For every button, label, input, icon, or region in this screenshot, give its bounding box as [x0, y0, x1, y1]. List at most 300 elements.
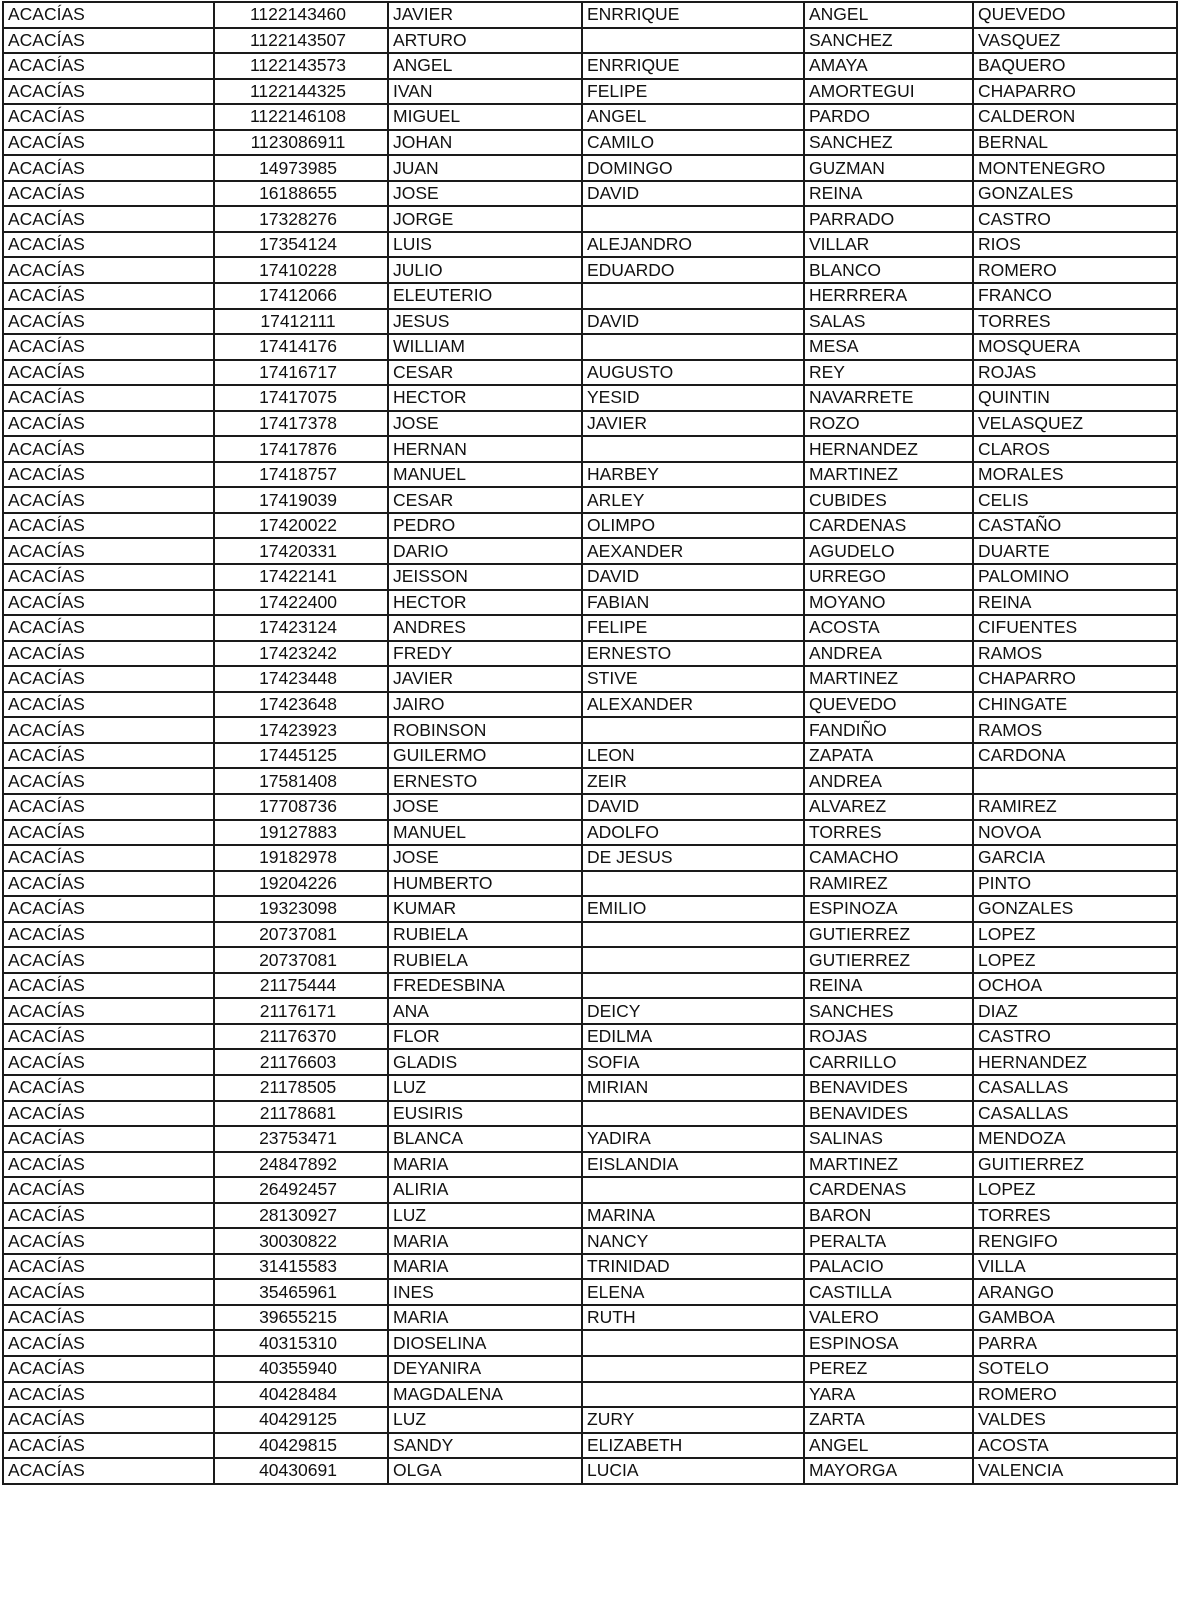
second-surname-cell: VALDES: [973, 1407, 1177, 1433]
second-surname-cell: LOPEZ: [973, 947, 1177, 973]
first-surname-cell: ALVAREZ: [804, 794, 973, 820]
id-number-cell: 14973985: [214, 155, 388, 181]
second-surname-cell: PARRA: [973, 1330, 1177, 1356]
municipality-cell: ACACÍAS: [3, 2, 214, 28]
id-number-cell: 1122144325: [214, 79, 388, 105]
id-number-cell: 17412066: [214, 283, 388, 309]
second-surname-cell: RAMIREZ: [973, 794, 1177, 820]
middle-name-cell: ELENA: [582, 1279, 804, 1305]
id-number-cell: 26492457: [214, 1177, 388, 1203]
table-row: [3, 436, 1177, 462]
first-surname-cell: PARDO: [804, 104, 973, 130]
first-name-cell: LUZ: [388, 1203, 582, 1229]
id-number-cell: 1122143460: [214, 2, 388, 28]
middle-name-cell: NANCY: [582, 1228, 804, 1254]
table-row: [3, 1458, 1177, 1484]
id-number-cell: 21176370: [214, 1024, 388, 1050]
first-surname-cell: ZARTA: [804, 1407, 973, 1433]
id-number-cell: 40428484: [214, 1382, 388, 1408]
middle-name-cell: DE JESUS: [582, 845, 804, 871]
municipality-cell: ACACÍAS: [3, 385, 214, 411]
first-name-cell: LUIS: [388, 232, 582, 258]
records-table-body: [3, 2, 1177, 1484]
first-surname-cell: URREGO: [804, 564, 973, 590]
municipality-cell: ACACÍAS: [3, 1407, 214, 1433]
first-surname-cell: ZAPATA: [804, 743, 973, 769]
id-number-cell: 21176171: [214, 998, 388, 1024]
second-surname-cell: GARCIA: [973, 845, 1177, 871]
first-name-cell: WILLIAM: [388, 334, 582, 360]
second-surname-cell: CASTAÑO: [973, 513, 1177, 539]
middle-name-cell: STIVE: [582, 666, 804, 692]
id-number-cell: 40429815: [214, 1433, 388, 1459]
id-number-cell: 19127883: [214, 820, 388, 846]
first-surname-cell: REINA: [804, 973, 973, 999]
table-row: [3, 130, 1177, 156]
municipality-cell: ACACÍAS: [3, 181, 214, 207]
first-name-cell: JUAN: [388, 155, 582, 181]
second-surname-cell: PALOMINO: [973, 564, 1177, 590]
table-row: [3, 53, 1177, 79]
table-row: [3, 257, 1177, 283]
first-name-cell: MIGUEL: [388, 104, 582, 130]
first-name-cell: JESUS: [388, 309, 582, 335]
municipality-cell: ACACÍAS: [3, 53, 214, 79]
first-surname-cell: BARON: [804, 1203, 973, 1229]
table-row: [3, 1228, 1177, 1254]
first-name-cell: CESAR: [388, 360, 582, 386]
middle-name-cell: [582, 283, 804, 309]
second-surname-cell: CIFUENTES: [973, 615, 1177, 641]
middle-name-cell: FELIPE: [582, 615, 804, 641]
first-name-cell: OLGA: [388, 1458, 582, 1484]
table-row: [3, 1279, 1177, 1305]
first-surname-cell: QUEVEDO: [804, 692, 973, 718]
municipality-cell: ACACÍAS: [3, 743, 214, 769]
municipality-cell: ACACÍAS: [3, 1024, 214, 1050]
middle-name-cell: HARBEY: [582, 462, 804, 488]
first-name-cell: ALIRIA: [388, 1177, 582, 1203]
first-name-cell: RUBIELA: [388, 947, 582, 973]
id-number-cell: 1122143507: [214, 28, 388, 54]
first-surname-cell: MOYANO: [804, 590, 973, 616]
first-name-cell: DIOSELINA: [388, 1330, 582, 1356]
first-surname-cell: MAYORGA: [804, 1458, 973, 1484]
municipality-cell: ACACÍAS: [3, 666, 214, 692]
table-row: [3, 411, 1177, 437]
first-surname-cell: CUBIDES: [804, 487, 973, 513]
second-surname-cell: ROMERO: [973, 1382, 1177, 1408]
second-surname-cell: OCHOA: [973, 973, 1177, 999]
first-name-cell: MARIA: [388, 1305, 582, 1331]
municipality-cell: ACACÍAS: [3, 462, 214, 488]
id-number-cell: 40430691: [214, 1458, 388, 1484]
middle-name-cell: EDUARDO: [582, 257, 804, 283]
second-surname-cell: RENGIFO: [973, 1228, 1177, 1254]
first-name-cell: RUBIELA: [388, 922, 582, 948]
table-row: [3, 1126, 1177, 1152]
municipality-cell: ACACÍAS: [3, 206, 214, 232]
middle-name-cell: LEON: [582, 743, 804, 769]
table-row: [3, 998, 1177, 1024]
municipality-cell: ACACÍAS: [3, 1382, 214, 1408]
id-number-cell: 28130927: [214, 1203, 388, 1229]
first-surname-cell: CASTILLA: [804, 1279, 973, 1305]
first-name-cell: FREDESBINA: [388, 973, 582, 999]
middle-name-cell: AEXANDER: [582, 538, 804, 564]
first-name-cell: JOHAN: [388, 130, 582, 156]
id-number-cell: 17328276: [214, 206, 388, 232]
first-name-cell: ANA: [388, 998, 582, 1024]
id-number-cell: 21178681: [214, 1101, 388, 1127]
middle-name-cell: [582, 1101, 804, 1127]
middle-name-cell: DEICY: [582, 998, 804, 1024]
middle-name-cell: JAVIER: [582, 411, 804, 437]
id-number-cell: 17419039: [214, 487, 388, 513]
second-surname-cell: [973, 768, 1177, 794]
first-name-cell: JAVIER: [388, 2, 582, 28]
first-name-cell: ROBINSON: [388, 717, 582, 743]
id-number-cell: 39655215: [214, 1305, 388, 1331]
municipality-cell: ACACÍAS: [3, 820, 214, 846]
second-surname-cell: CELIS: [973, 487, 1177, 513]
id-number-cell: 1122143573: [214, 53, 388, 79]
first-surname-cell: YARA: [804, 1382, 973, 1408]
table-row: [3, 2, 1177, 28]
first-surname-cell: MARTINEZ: [804, 666, 973, 692]
middle-name-cell: [582, 436, 804, 462]
id-number-cell: 19323098: [214, 896, 388, 922]
first-name-cell: ANGEL: [388, 53, 582, 79]
table-row: [3, 743, 1177, 769]
first-name-cell: MARIA: [388, 1254, 582, 1280]
second-surname-cell: ACOSTA: [973, 1433, 1177, 1459]
id-number-cell: 17423923: [214, 717, 388, 743]
municipality-cell: ACACÍAS: [3, 79, 214, 105]
first-name-cell: HUMBERTO: [388, 871, 582, 897]
middle-name-cell: LUCIA: [582, 1458, 804, 1484]
first-surname-cell: ANDREA: [804, 768, 973, 794]
middle-name-cell: [582, 717, 804, 743]
municipality-cell: ACACÍAS: [3, 411, 214, 437]
second-surname-cell: GONZALES: [973, 896, 1177, 922]
second-surname-cell: BAQUERO: [973, 53, 1177, 79]
first-name-cell: JOSE: [388, 845, 582, 871]
second-surname-cell: REINA: [973, 590, 1177, 616]
first-surname-cell: GUZMAN: [804, 155, 973, 181]
municipality-cell: ACACÍAS: [3, 130, 214, 156]
middle-name-cell: ENRRIQUE: [582, 2, 804, 28]
first-name-cell: DEYANIRA: [388, 1356, 582, 1382]
second-surname-cell: RAMOS: [973, 717, 1177, 743]
first-name-cell: HECTOR: [388, 385, 582, 411]
first-surname-cell: ANGEL: [804, 1433, 973, 1459]
id-number-cell: 21178505: [214, 1075, 388, 1101]
id-number-cell: 40355940: [214, 1356, 388, 1382]
municipality-cell: ACACÍAS: [3, 615, 214, 641]
first-name-cell: JEISSON: [388, 564, 582, 590]
second-surname-cell: CASALLAS: [973, 1075, 1177, 1101]
municipality-cell: ACACÍAS: [3, 1049, 214, 1075]
middle-name-cell: DAVID: [582, 181, 804, 207]
id-number-cell: 17423242: [214, 641, 388, 667]
first-surname-cell: MESA: [804, 334, 973, 360]
first-name-cell: DARIO: [388, 538, 582, 564]
second-surname-cell: ROJAS: [973, 360, 1177, 386]
id-number-cell: 17708736: [214, 794, 388, 820]
first-name-cell: FREDY: [388, 641, 582, 667]
records-table: [2, 1, 1178, 1485]
table-row: [3, 1407, 1177, 1433]
table-row: [3, 1356, 1177, 1382]
second-surname-cell: SOTELO: [973, 1356, 1177, 1382]
first-surname-cell: BENAVIDES: [804, 1101, 973, 1127]
table-row: [3, 845, 1177, 871]
table-row: [3, 717, 1177, 743]
first-name-cell: JORGE: [388, 206, 582, 232]
municipality-cell: ACACÍAS: [3, 257, 214, 283]
middle-name-cell: [582, 922, 804, 948]
middle-name-cell: ALEXANDER: [582, 692, 804, 718]
municipality-cell: ACACÍAS: [3, 436, 214, 462]
id-number-cell: 17423648: [214, 692, 388, 718]
middle-name-cell: DOMINGO: [582, 155, 804, 181]
second-surname-cell: FRANCO: [973, 283, 1177, 309]
second-surname-cell: ARANGO: [973, 1279, 1177, 1305]
first-name-cell: JOSE: [388, 181, 582, 207]
second-surname-cell: CLAROS: [973, 436, 1177, 462]
municipality-cell: ACACÍAS: [3, 845, 214, 871]
table-row: [3, 692, 1177, 718]
first-surname-cell: AMORTEGUI: [804, 79, 973, 105]
id-number-cell: 17410228: [214, 257, 388, 283]
municipality-cell: ACACÍAS: [3, 973, 214, 999]
municipality-cell: ACACÍAS: [3, 1228, 214, 1254]
table-row: [3, 641, 1177, 667]
first-name-cell: JOSE: [388, 794, 582, 820]
first-surname-cell: VILLAR: [804, 232, 973, 258]
id-number-cell: 1123086911: [214, 130, 388, 156]
first-surname-cell: ESPINOSA: [804, 1330, 973, 1356]
id-number-cell: 17423448: [214, 666, 388, 692]
middle-name-cell: [582, 1356, 804, 1382]
municipality-cell: ACACÍAS: [3, 1203, 214, 1229]
second-surname-cell: VALENCIA: [973, 1458, 1177, 1484]
id-number-cell: 17423124: [214, 615, 388, 641]
second-surname-cell: PINTO: [973, 871, 1177, 897]
first-name-cell: JAVIER: [388, 666, 582, 692]
second-surname-cell: GAMBOA: [973, 1305, 1177, 1331]
first-surname-cell: ESPINOZA: [804, 896, 973, 922]
first-name-cell: BLANCA: [388, 1126, 582, 1152]
table-row: [3, 1177, 1177, 1203]
first-surname-cell: PEREZ: [804, 1356, 973, 1382]
first-surname-cell: GUTIERREZ: [804, 947, 973, 973]
municipality-cell: ACACÍAS: [3, 947, 214, 973]
table-row: [3, 181, 1177, 207]
middle-name-cell: CAMILO: [582, 130, 804, 156]
middle-name-cell: [582, 1177, 804, 1203]
id-number-cell: 35465961: [214, 1279, 388, 1305]
first-surname-cell: VALERO: [804, 1305, 973, 1331]
first-name-cell: HECTOR: [388, 590, 582, 616]
first-name-cell: HERNAN: [388, 436, 582, 462]
second-surname-cell: CARDONA: [973, 743, 1177, 769]
first-surname-cell: PARRADO: [804, 206, 973, 232]
middle-name-cell: OLIMPO: [582, 513, 804, 539]
municipality-cell: ACACÍAS: [3, 896, 214, 922]
table-row: [3, 206, 1177, 232]
second-surname-cell: MORALES: [973, 462, 1177, 488]
id-number-cell: 40315310: [214, 1330, 388, 1356]
municipality-cell: ACACÍAS: [3, 641, 214, 667]
second-surname-cell: CASTRO: [973, 1024, 1177, 1050]
municipality-cell: ACACÍAS: [3, 692, 214, 718]
first-surname-cell: REINA: [804, 181, 973, 207]
middle-name-cell: FELIPE: [582, 79, 804, 105]
table-row: [3, 922, 1177, 948]
table-row: [3, 1101, 1177, 1127]
municipality-cell: ACACÍAS: [3, 1254, 214, 1280]
middle-name-cell: [582, 1330, 804, 1356]
first-name-cell: ELEUTERIO: [388, 283, 582, 309]
second-surname-cell: VELASQUEZ: [973, 411, 1177, 437]
middle-name-cell: ADOLFO: [582, 820, 804, 846]
id-number-cell: 16188655: [214, 181, 388, 207]
first-surname-cell: MARTINEZ: [804, 462, 973, 488]
second-surname-cell: TORRES: [973, 309, 1177, 335]
table-row: [3, 973, 1177, 999]
middle-name-cell: [582, 973, 804, 999]
table-row: [3, 947, 1177, 973]
first-surname-cell: SANCHEZ: [804, 130, 973, 156]
municipality-cell: ACACÍAS: [3, 768, 214, 794]
first-name-cell: LUZ: [388, 1407, 582, 1433]
municipality-cell: ACACÍAS: [3, 998, 214, 1024]
municipality-cell: ACACÍAS: [3, 1126, 214, 1152]
table-row: [3, 1305, 1177, 1331]
table-row: [3, 590, 1177, 616]
municipality-cell: ACACÍAS: [3, 794, 214, 820]
first-surname-cell: CARDENAS: [804, 513, 973, 539]
second-surname-cell: CASALLAS: [973, 1101, 1177, 1127]
middle-name-cell: [582, 28, 804, 54]
first-surname-cell: TORRES: [804, 820, 973, 846]
first-surname-cell: RAMIREZ: [804, 871, 973, 897]
middle-name-cell: ENRRIQUE: [582, 53, 804, 79]
municipality-cell: ACACÍAS: [3, 564, 214, 590]
first-name-cell: MANUEL: [388, 462, 582, 488]
first-surname-cell: FANDIÑO: [804, 717, 973, 743]
id-number-cell: 21176603: [214, 1049, 388, 1075]
table-row: [3, 334, 1177, 360]
middle-name-cell: ELIZABETH: [582, 1433, 804, 1459]
second-surname-cell: QUINTIN: [973, 385, 1177, 411]
id-number-cell: 17354124: [214, 232, 388, 258]
middle-name-cell: MARINA: [582, 1203, 804, 1229]
second-surname-cell: MENDOZA: [973, 1126, 1177, 1152]
middle-name-cell: ZEIR: [582, 768, 804, 794]
table-row: [3, 1433, 1177, 1459]
first-surname-cell: CARDENAS: [804, 1177, 973, 1203]
id-number-cell: 17418757: [214, 462, 388, 488]
middle-name-cell: EDILMA: [582, 1024, 804, 1050]
middle-name-cell: ARLEY: [582, 487, 804, 513]
second-surname-cell: LOPEZ: [973, 1177, 1177, 1203]
municipality-cell: ACACÍAS: [3, 513, 214, 539]
second-surname-cell: MONTENEGRO: [973, 155, 1177, 181]
middle-name-cell: MIRIAN: [582, 1075, 804, 1101]
second-surname-cell: BERNAL: [973, 130, 1177, 156]
first-name-cell: CESAR: [388, 487, 582, 513]
municipality-cell: ACACÍAS: [3, 1279, 214, 1305]
second-surname-cell: CHAPARRO: [973, 666, 1177, 692]
id-number-cell: 30030822: [214, 1228, 388, 1254]
municipality-cell: ACACÍAS: [3, 1075, 214, 1101]
second-surname-cell: MOSQUERA: [973, 334, 1177, 360]
municipality-cell: ACACÍAS: [3, 1152, 214, 1178]
municipality-cell: ACACÍAS: [3, 1305, 214, 1331]
second-surname-cell: VASQUEZ: [973, 28, 1177, 54]
first-name-cell: GLADIS: [388, 1049, 582, 1075]
table-row: [3, 820, 1177, 846]
first-name-cell: MARIA: [388, 1152, 582, 1178]
first-surname-cell: ROJAS: [804, 1024, 973, 1050]
middle-name-cell: [582, 206, 804, 232]
id-number-cell: 17445125: [214, 743, 388, 769]
middle-name-cell: FABIAN: [582, 590, 804, 616]
first-surname-cell: BLANCO: [804, 257, 973, 283]
id-number-cell: 31415583: [214, 1254, 388, 1280]
first-name-cell: MAGDALENA: [388, 1382, 582, 1408]
table-row: [3, 232, 1177, 258]
id-number-cell: 17412111: [214, 309, 388, 335]
middle-name-cell: [582, 334, 804, 360]
second-surname-cell: CHAPARRO: [973, 79, 1177, 105]
first-surname-cell: GUTIERREZ: [804, 922, 973, 948]
table-row: [3, 1152, 1177, 1178]
table-row: [3, 1049, 1177, 1075]
middle-name-cell: DAVID: [582, 309, 804, 335]
municipality-cell: ACACÍAS: [3, 232, 214, 258]
id-number-cell: 40429125: [214, 1407, 388, 1433]
municipality-cell: ACACÍAS: [3, 283, 214, 309]
id-number-cell: 19204226: [214, 871, 388, 897]
second-surname-cell: LOPEZ: [973, 922, 1177, 948]
first-surname-cell: PALACIO: [804, 1254, 973, 1280]
first-name-cell: ANDRES: [388, 615, 582, 641]
id-number-cell: 19182978: [214, 845, 388, 871]
table-row: [3, 79, 1177, 105]
middle-name-cell: [582, 947, 804, 973]
municipality-cell: ACACÍAS: [3, 487, 214, 513]
table-row: [3, 1075, 1177, 1101]
first-surname-cell: CAMACHO: [804, 845, 973, 871]
second-surname-cell: ROMERO: [973, 257, 1177, 283]
municipality-cell: ACACÍAS: [3, 922, 214, 948]
id-number-cell: 17581408: [214, 768, 388, 794]
middle-name-cell: DAVID: [582, 564, 804, 590]
middle-name-cell: DAVID: [582, 794, 804, 820]
first-surname-cell: SALAS: [804, 309, 973, 335]
second-surname-cell: RIOS: [973, 232, 1177, 258]
id-number-cell: 17422141: [214, 564, 388, 590]
middle-name-cell: ERNESTO: [582, 641, 804, 667]
first-name-cell: PEDRO: [388, 513, 582, 539]
first-surname-cell: CARRILLO: [804, 1049, 973, 1075]
first-name-cell: JAIRO: [388, 692, 582, 718]
municipality-cell: ACACÍAS: [3, 104, 214, 130]
